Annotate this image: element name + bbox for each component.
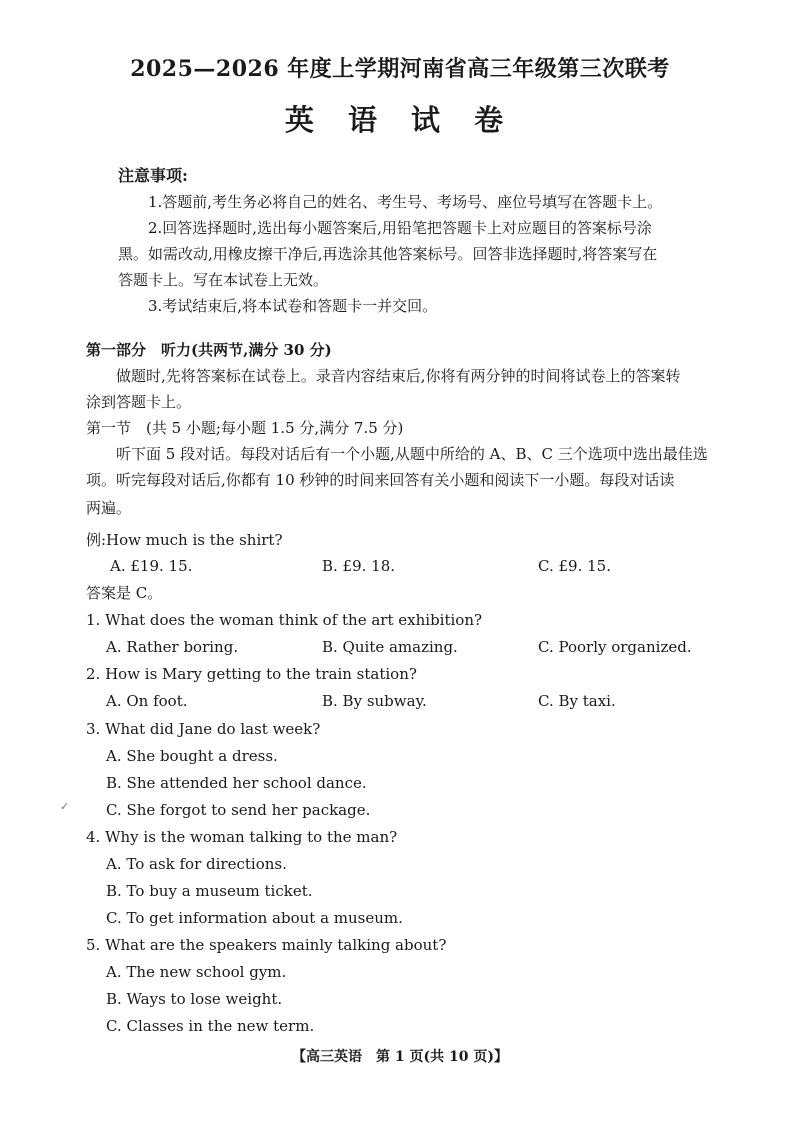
notes-item-2-line-3: 答题卡上。写在本试卷上无效。: [118, 271, 329, 289]
example-option-a: A. £19. 15.: [110, 557, 193, 575]
question-2: 2. How is Mary getting to the train station?: [86, 665, 417, 683]
part1-intro-line-1: 做题时,先将答案标在试卷上。录音内容结束后,你将有两分钟的时间将试卷上的答案转: [116, 367, 681, 385]
q5-option-b: B. Ways to lose weight.: [106, 990, 283, 1008]
question-3: 3. What did Jane do last week?: [86, 720, 321, 738]
question-4: 4. Why is the woman talking to the man?: [86, 828, 398, 846]
section1-intro-line-2: 项。听完每段对话后,你都有 10 秒钟的时间来回答有关小题和阅读下一小题。每段对话读: [86, 471, 675, 489]
page-footer: 【高三英语 第 1 页(共 10 页)】: [292, 1049, 508, 1065]
q2-option-a: A. On foot.: [106, 692, 188, 710]
subject-title: 英 语 试 卷: [284, 103, 516, 137]
q3-option-c: C. She forgot to send her package.: [106, 801, 371, 819]
question-5: 5. What are the speakers mainly talking about?: [86, 936, 447, 954]
q1-option-a: A. Rather boring.: [106, 638, 239, 656]
notes-item-2-line-2: 黑。如需改动,用橡皮擦干净后,再选涂其他答案标号。回答非选择题时,将答案写在: [118, 245, 658, 263]
q5-option-a: A. The new school gym.: [106, 963, 287, 981]
notes-item-2-line-1: 2.回答选择题时,选出每小题答案后,用铅笔把答题卡上对应题目的答案标号涂: [148, 219, 652, 237]
q4-option-b: B. To buy a museum ticket.: [106, 882, 313, 900]
q3-option-a: A. She bought a dress.: [106, 747, 278, 765]
example-question: 例:How much is the shirt?: [86, 531, 283, 549]
section1-intro-line-1: 听下面 5 段对话。每段对话后有一个小题,从题中所给的 A、B、C 三个选项中选出最佳选: [116, 445, 708, 463]
example-option-b: B. £9. 18.: [322, 557, 396, 575]
q4-option-c: C. To get information about a museum.: [106, 909, 403, 927]
example-answer: 答案是 C。: [86, 584, 163, 602]
q1-option-b: B. Quite amazing.: [322, 638, 458, 656]
question-1: 1. What does the woman think of the art exhibition?: [86, 611, 483, 629]
section1-heading: 第一节 (共 5 小题;每小题 1.5 分,满分 7.5 分): [86, 419, 404, 437]
q4-option-a: A. To ask for directions.: [106, 855, 287, 873]
notes-heading: 注意事项:: [118, 166, 188, 185]
notes-item-1: 1.答题前,考生务必将自己的姓名、考生号、考场号、座位号填写在答题卡上。: [148, 193, 663, 211]
section1-intro-line-3: 两遍。: [86, 499, 132, 517]
scan-mark: ✓: [60, 800, 70, 813]
q2-option-b: B. By subway.: [322, 692, 427, 710]
q1-option-c: C. Poorly organized.: [538, 638, 692, 656]
part1-intro-line-2: 涂到答题卡上。: [86, 393, 192, 411]
q2-option-c: C. By taxi.: [538, 692, 616, 710]
exam-title: 2025—2026 年度上学期河南省高三年级第三次联考: [130, 56, 670, 82]
example-option-c: C. £9. 15.: [538, 557, 611, 575]
notes-item-3: 3.考试结束后,将本试卷和答题卡一并交回。: [148, 297, 438, 315]
q3-option-b: B. She attended her school dance.: [106, 774, 367, 792]
part1-heading: 第一部分 听力(共两节,满分 30 分): [86, 341, 332, 359]
q5-option-c: C. Classes in the new term.: [106, 1017, 315, 1035]
